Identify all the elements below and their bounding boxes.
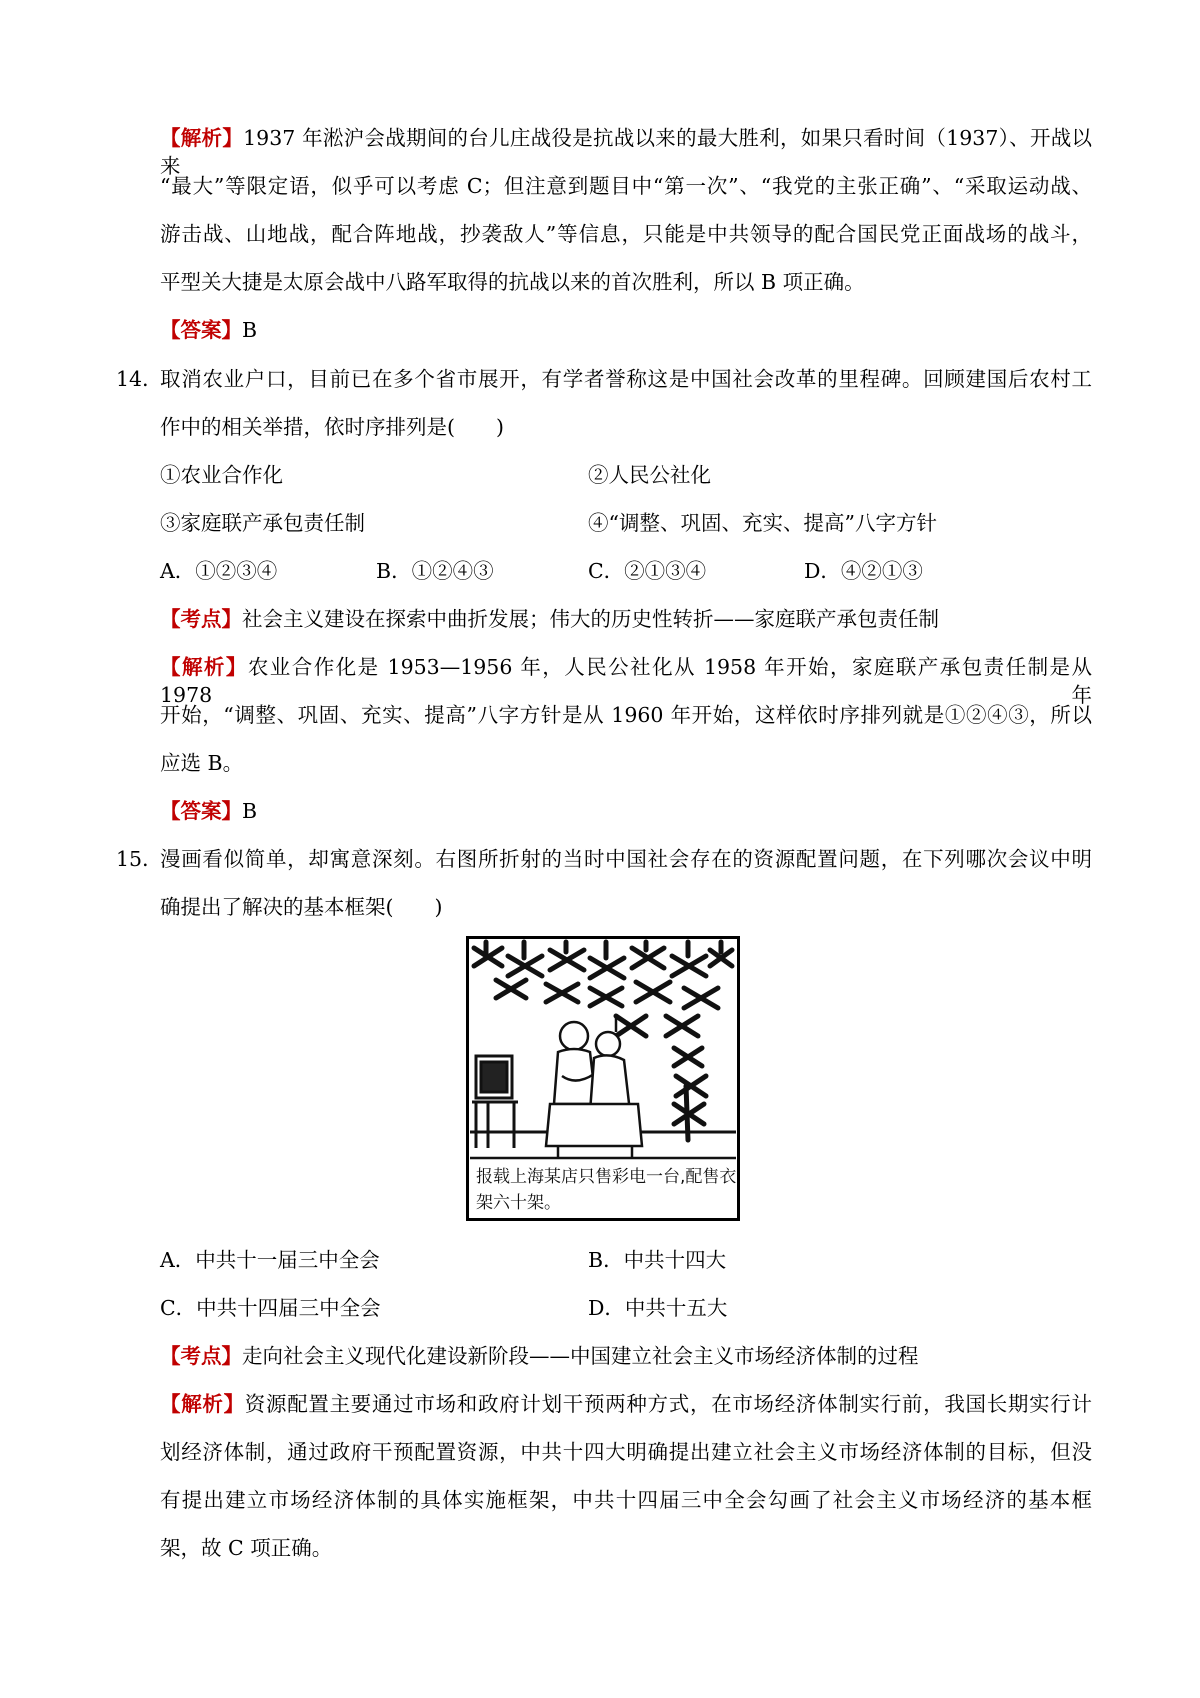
q13-analysis-line-2: “最大”等限定语，似乎可以考虑 C；但注意到题目中“第一次”、“我党的主张正确”、“采取运动战、 (160, 174, 1092, 198)
q14-point: 【考点】社会主义建设在探索中曲折发展；伟大的历史性转折——家庭联产承包责任制 (160, 607, 939, 631)
q14-stem-line-1: 取消农业户口，目前已在多个省市展开，有学者誉称这是中国社会改革的里程碑。回顾建国后农村工 (160, 367, 1092, 391)
q14-option-c: C．②①③④ (588, 559, 707, 583)
q15-analysis-line-1: 【解析】资源配置主要通过市场和政府计划干预两种方式，在市场经济体制实行前，我国长期实行计 (160, 1392, 1093, 1416)
cartoon-drawing (466, 936, 740, 1221)
q14-stem-line-2: 作中的相关举措，依时序排列是( ) (160, 415, 504, 439)
q14-item-4: ④“调整、巩固、充实、提高”八字方针 (588, 511, 937, 535)
answer-tag: 【答案】 (160, 799, 242, 823)
q15-option-c: C．中共十四届三中全会 (160, 1296, 381, 1320)
q14-analysis-line-1: 【解析】农业合作化是 1953—1956 年，人民公社化从 1958 年开始，家庭联产承包责任制是从 1978 年 (160, 655, 1093, 707)
q13-analysis-line-4: 平型关大捷是太原会战中八路军取得的抗战以来的首次胜利，所以 B 项正确。 (160, 270, 865, 294)
q15-analysis-line-4: 架，故 C 项正确。 (160, 1536, 333, 1560)
answer-tag: 【答案】 (160, 318, 242, 342)
q14-number: 14． (116, 367, 163, 391)
analysis-tag: 【解析】 (160, 1392, 245, 1416)
q14-option-b: B．①②④③ (376, 559, 494, 583)
point-tag: 【考点】 (160, 1344, 242, 1368)
q15-option-a: A．中共十一届三中全会 (160, 1248, 380, 1272)
q15-analysis-line-3: 有提出建立市场经济体制的具体实施框架，中共十四届三中全会勾画了社会主义市场经济的基本框 (160, 1488, 1092, 1512)
q14-option-a: A．①②③④ (160, 559, 278, 583)
cartoon-caption-line-1: 报载上海某店只售彩电一台,配售衣 (476, 1167, 737, 1187)
point-tag: 【考点】 (160, 607, 242, 631)
q15-option-d: D．中共十五大 (588, 1296, 728, 1320)
analysis-tag: 【解析】 (160, 126, 244, 150)
q14-item-1: ①农业合作化 (160, 463, 283, 487)
q15-number: 15． (116, 847, 163, 871)
q14-analysis-line-2: 开始，“调整、巩固、充实、提高”八字方针是从 1960 年开始，这样依时序排列就是①②④③，所以 (160, 703, 1092, 727)
q13-answer: 【答案】B (160, 318, 258, 342)
q13-analysis-line-3: 游击战、山地战，配合阵地战，抄袭敌人”等信息，只能是中共领导的配合国民党正面战场的战斗， (160, 222, 1092, 246)
q14-item-3: ③家庭联产承包责任制 (160, 511, 365, 535)
analysis-tag: 【解析】 (160, 655, 248, 679)
cartoon-image (466, 936, 740, 1221)
q14-analysis-line-3: 应选 B。 (160, 751, 244, 775)
q15-stem-line-2: 确提出了解决的基本框架( ) (160, 895, 443, 919)
q14-item-2: ②人民公社化 (588, 463, 711, 487)
q15-option-b: B．中共十四大 (588, 1248, 727, 1272)
cartoon-caption-line-2: 架六十架。 (476, 1193, 561, 1213)
q14-option-d: D．④②①③ (804, 559, 923, 583)
q15-analysis-line-2: 划经济体制，通过政府干预配置资源，中共十四大明确提出建立社会主义市场经济体制的目标，但没 (160, 1440, 1092, 1464)
q14-answer: 【答案】B (160, 799, 258, 823)
q13-analysis-line-1: 【解析】1937 年淞沪会战期间的台儿庄战役是抗战以来的最大胜利，如果只看时间（1937）、开战以来 (160, 126, 1093, 178)
q15-point: 【考点】走向社会主义现代化建设新阶段——中国建立社会主义市场经济体制的过程 (160, 1344, 919, 1368)
q15-stem-line-1: 漫画看似简单，却寓意深刻。右图所折射的当时中国社会存在的资源配置问题，在下列哪次会议中明 (160, 847, 1092, 871)
